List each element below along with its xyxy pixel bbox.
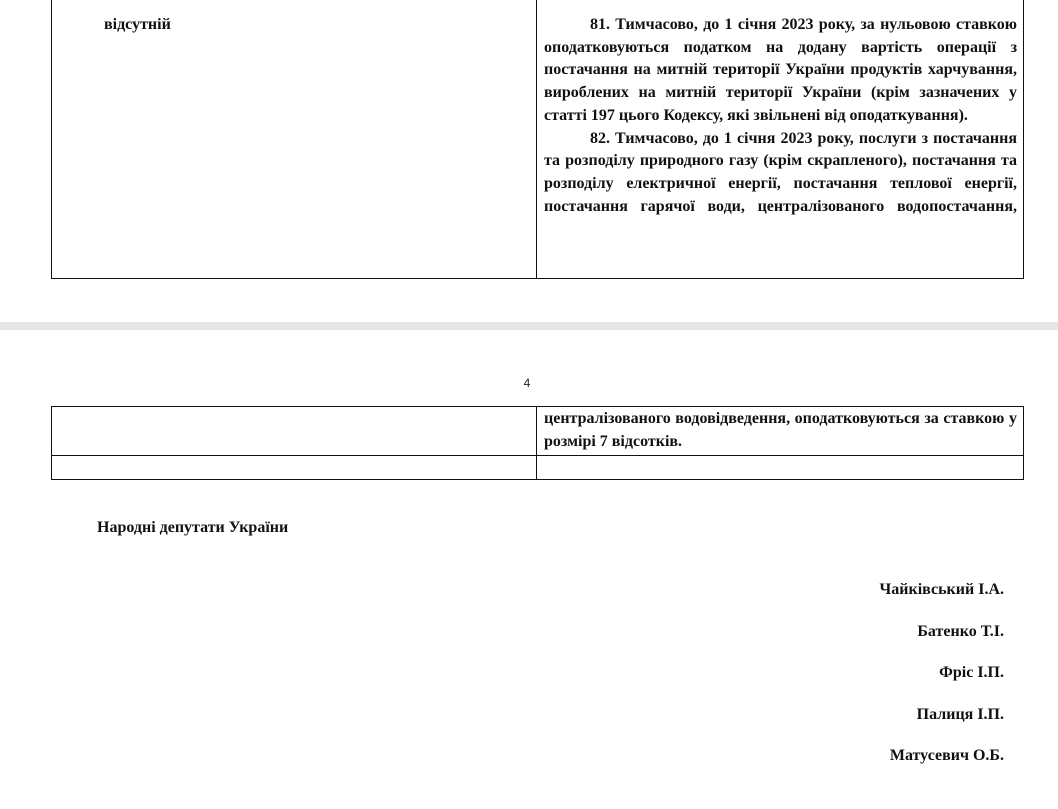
- paragraph-82: 82. Тимчасово, до 1 січня 2023 року, послуги з постачання та розподілу природного газу (крім скрапленого), постачання та розподілу електричної енергії, постачання теплової енергії, постачання гарячої води, централізованого водопостачання,: [544, 129, 1017, 215]
- empty-cell: [537, 456, 1024, 480]
- table-row: [52, 456, 1024, 480]
- page-separator: [0, 322, 1058, 330]
- current-text-cell: [52, 0, 537, 279]
- signers-list: [880, 579, 1004, 787]
- current-text-cell: [52, 407, 537, 456]
- empty-cell: [52, 456, 537, 480]
- signer-name: Фріс І.П.: [939, 664, 1004, 681]
- page-number: 4: [523, 376, 531, 390]
- comparison-table-continued: [51, 406, 1024, 480]
- signer-name: Матусевич О.Б.: [889, 747, 1004, 764]
- comparison-table: [51, 0, 1024, 279]
- signature-heading: Народні депутати України: [97, 519, 289, 536]
- proposed-text-cell: [537, 407, 1024, 456]
- document-page-bottom: [0, 330, 1058, 809]
- signer-name: Батенко Т.І.: [917, 622, 1004, 640]
- table-row: [52, 407, 1024, 456]
- signer-name: Палиця І.П.: [916, 705, 1004, 723]
- signer-name: Чайківський І.А.: [879, 581, 1004, 598]
- table-row: [52, 0, 1024, 279]
- document-page-top: [0, 0, 1058, 322]
- paragraph-81: 81. Тимчасово, до 1 січня 2023 року, за нульовою ставкою оподатковуються податком на додану вартість операції з постачання на митній території України продуктів харчування, вироблених на митній території України (крім зазначених у статті 197 цього Кодексу, які звільнені від оподаткування).: [544, 16, 1017, 124]
- proposed-text-cell: [537, 0, 1024, 279]
- paragraph-82-continued: централізованого водовідведення, оподатковуються за ставкою у розмірі 7 відсотків.: [544, 410, 1017, 450]
- absent-label: відсутній: [104, 16, 171, 33]
